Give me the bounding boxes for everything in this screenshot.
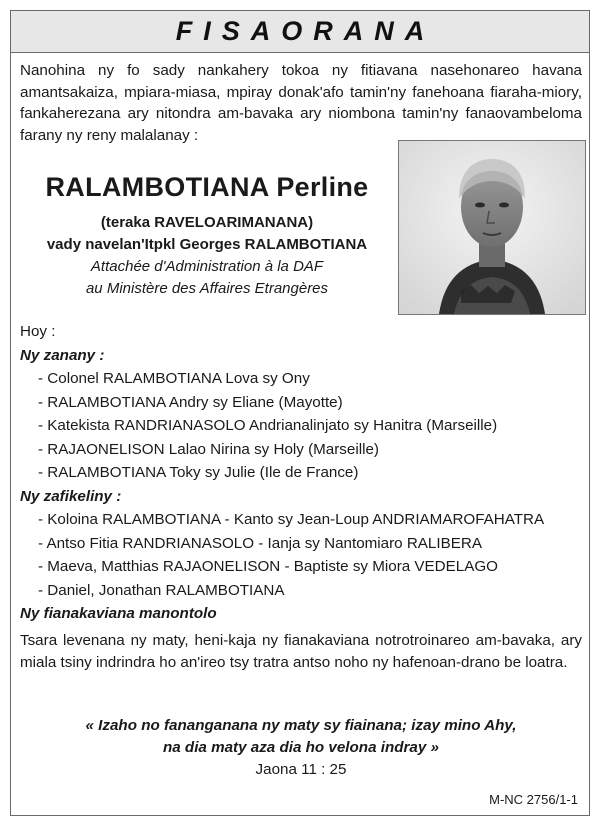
list-item: - Maeva, Matthias RAJAONELISON - Baptiste sy Miora VEDELAGO <box>38 558 498 575</box>
list-item: - Koloina RALAMBOTIANA - Kanto sy Jean-Loup ANDRIAMAROFAHATRA <box>38 511 545 528</box>
list-item: - RAJAONELISON Lalao Nirina sy Holy (Marseille) <box>38 440 379 458</box>
list-item: - RALAMBOTIANA Andry sy Eliane (Mayotte) <box>38 393 343 411</box>
list-item: - Katekista RANDRIANASOLO Andrianalinjato sy Hanitra (Marseille) <box>38 417 498 434</box>
family-heading: Ny fianakaviana manontolo <box>20 605 217 622</box>
deceased-birth-name: (teraka RAVELOARIMANANA) <box>100 214 314 231</box>
notice-title: FISAORANA <box>175 16 436 46</box>
hoy-label: Hoy : <box>20 323 56 340</box>
list-item: - Colonel RALAMBOTIANA Lova sy Ony <box>38 370 310 387</box>
deceased-block <box>12 170 402 300</box>
list-item: - RALAMBOTIANA Toky sy Julie (Ile de France) <box>38 464 359 481</box>
deceased-name: RALAMBOTIANA Perline <box>45 172 369 202</box>
quote-line-1: « Izaho no fananganana ny maty sy fiainana; izay mino Ahy, <box>85 717 517 734</box>
quote-reference: Jaona 11 : 25 <box>255 761 347 778</box>
deceased-position-2: au Ministère des Affaires Etrangères <box>85 280 329 297</box>
intro-paragraph: Nanohina ny fo sady nankahery tokoa ny fitiavana nasehonareo havana amantsakaiza, mpiara-miasa, mpiray donak'afo tamin'ny fanehoana fiaraha-miory, fankaherezana ary nitondra am-bavaka ary niombona tamin'ny fanaovambeloma farany ny reny malalanay : <box>20 62 582 144</box>
closing-paragraph: Tsara levenana ny maty, heni-kaja ny fianakaviana notrotroinareo am-bavaka, ary miala tsiny indrindra ho an'ireo tsy tratra antso noho ny hafenoan-drano be loatra. <box>20 632 582 671</box>
list-item: - Daniel, Jonathan RALAMBOTIANA <box>38 581 285 599</box>
deceased-spouse: vady navelan'Itpkl Georges RALAMBOTIANA <box>46 236 368 253</box>
list-item: - Antso Fitia RANDRIANASOLO - Ianja sy Nantomiaro RALIBERA <box>38 534 482 552</box>
deceased-portrait <box>398 140 586 315</box>
notice-header <box>10 10 590 53</box>
grandchildren-heading: Ny zafikeliny : <box>20 487 122 505</box>
bible-quote <box>20 715 582 781</box>
family-section <box>20 320 582 626</box>
children-heading: Ny zanany : <box>20 346 105 364</box>
reference-code: M-NC 2756/1-1 <box>489 792 578 807</box>
deceased-position-1: Attachée d'Administration à la DAF <box>90 258 324 275</box>
quote-line-2: na dia maty aza dia ho velona indray » <box>162 739 439 756</box>
